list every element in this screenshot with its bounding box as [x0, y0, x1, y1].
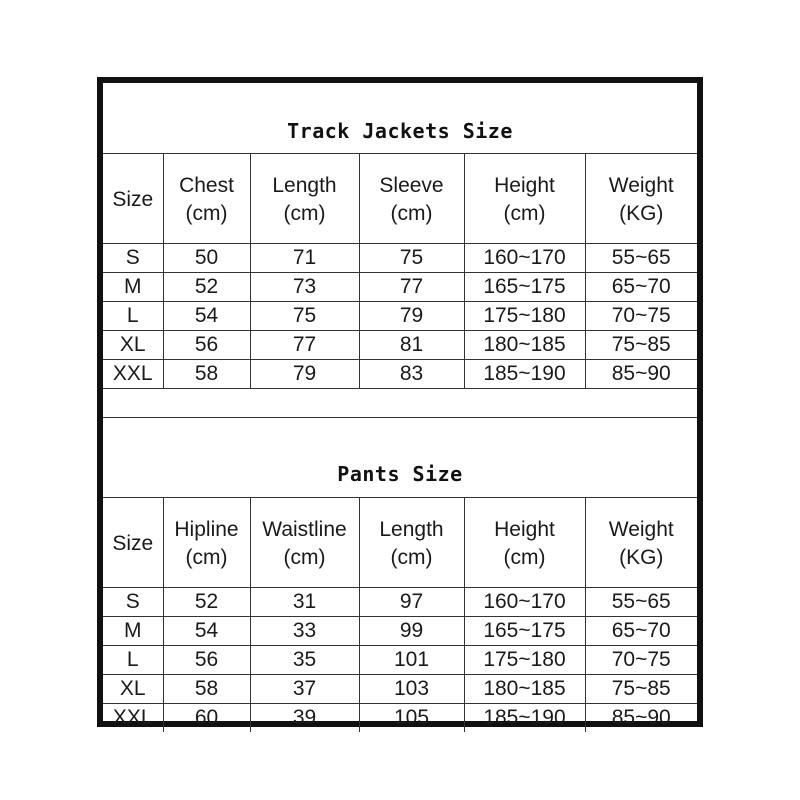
- table-cell: 33: [250, 617, 359, 646]
- table-cell: 165~175: [464, 617, 585, 646]
- table-cell: 103: [359, 675, 464, 704]
- table-cell: 81: [359, 331, 464, 360]
- header-cell-size: Size: [103, 498, 163, 588]
- table-cell: 52: [163, 588, 250, 617]
- table-cell: 50: [163, 244, 250, 273]
- table-cell: 180~185: [464, 675, 585, 704]
- table-header-row: [103, 498, 697, 588]
- jackets-size-table: [103, 153, 697, 389]
- header-cell-chest: Chest (cm): [163, 154, 250, 244]
- jackets-table-body: [103, 244, 697, 389]
- table-cell: L: [103, 302, 163, 331]
- table-row: [103, 646, 697, 675]
- table-cell: 75~85: [585, 675, 697, 704]
- table-cell: 75: [250, 302, 359, 331]
- header-cell-length: Length (cm): [359, 498, 464, 588]
- table-cell: 39: [250, 704, 359, 733]
- table-cell: 83: [359, 360, 464, 389]
- table-cell: S: [103, 244, 163, 273]
- table-row: [103, 588, 697, 617]
- table-cell: XL: [103, 675, 163, 704]
- table-cell: M: [103, 273, 163, 302]
- header-cell-hipline: Hipline (cm): [163, 498, 250, 588]
- table-cell: 77: [359, 273, 464, 302]
- table-row: [103, 302, 697, 331]
- table-cell: 54: [163, 617, 250, 646]
- header-cell-length: Length (cm): [250, 154, 359, 244]
- table-cell: 60: [163, 704, 250, 733]
- table-cell: XXL: [103, 704, 163, 733]
- header-cell-sleeve: Sleeve (cm): [359, 154, 464, 244]
- size-chart-frame: [97, 77, 703, 727]
- table-cell: 65~70: [585, 617, 697, 646]
- table-cell: 35: [250, 646, 359, 675]
- header-cell-weight: Weight (KG): [585, 498, 697, 588]
- table-cell: 70~75: [585, 302, 697, 331]
- table-cell: 54: [163, 302, 250, 331]
- table-cell: 75: [359, 244, 464, 273]
- table-cell: 71: [250, 244, 359, 273]
- section-divider: [103, 417, 697, 418]
- jackets-title: Track Jackets Size: [287, 119, 513, 143]
- table-cell: 56: [163, 646, 250, 675]
- table-cell: 105: [359, 704, 464, 733]
- header-cell-height: Height (cm): [464, 498, 585, 588]
- table-row: [103, 244, 697, 273]
- table-cell: 101: [359, 646, 464, 675]
- table-cell: 85~90: [585, 704, 697, 733]
- table-cell: 175~180: [464, 646, 585, 675]
- table-row: [103, 617, 697, 646]
- table-cell: 58: [163, 675, 250, 704]
- table-row: [103, 360, 697, 389]
- table-cell: 37: [250, 675, 359, 704]
- table-cell: 73: [250, 273, 359, 302]
- table-cell: 31: [250, 588, 359, 617]
- table-cell: 56: [163, 331, 250, 360]
- table-row: [103, 273, 697, 302]
- table-row: [103, 331, 697, 360]
- table-cell: M: [103, 617, 163, 646]
- table-cell: 185~190: [464, 360, 585, 389]
- table-cell: 79: [250, 360, 359, 389]
- table-cell: 79: [359, 302, 464, 331]
- table-cell: 65~70: [585, 273, 697, 302]
- header-cell-height: Height (cm): [464, 154, 585, 244]
- table-cell: 55~65: [585, 244, 697, 273]
- table-cell: 85~90: [585, 360, 697, 389]
- table-cell: 75~85: [585, 331, 697, 360]
- table-cell: 160~170: [464, 588, 585, 617]
- table-cell: 70~75: [585, 646, 697, 675]
- table-cell: 58: [163, 360, 250, 389]
- table-cell: 99: [359, 617, 464, 646]
- table-cell: 175~180: [464, 302, 585, 331]
- pants-size-table: [103, 497, 697, 732]
- table-cell: 52: [163, 273, 250, 302]
- table-row: [103, 704, 697, 733]
- table-cell: 55~65: [585, 588, 697, 617]
- header-cell-waistline: Waistline (cm): [250, 498, 359, 588]
- pants-table-body: [103, 588, 697, 733]
- table-cell: S: [103, 588, 163, 617]
- table-cell: XXL: [103, 360, 163, 389]
- pants-title: Pants Size: [337, 462, 463, 486]
- table-cell: 77: [250, 331, 359, 360]
- table-row: [103, 675, 697, 704]
- table-cell: XL: [103, 331, 163, 360]
- table-cell: 160~170: [464, 244, 585, 273]
- table-cell: L: [103, 646, 163, 675]
- header-cell-size: Size: [103, 154, 163, 244]
- table-cell: 97: [359, 588, 464, 617]
- header-cell-weight: Weight (KG): [585, 154, 697, 244]
- table-cell: 180~185: [464, 331, 585, 360]
- table-cell: 165~175: [464, 273, 585, 302]
- table-cell: 185~190: [464, 704, 585, 733]
- table-header-row: [103, 154, 697, 244]
